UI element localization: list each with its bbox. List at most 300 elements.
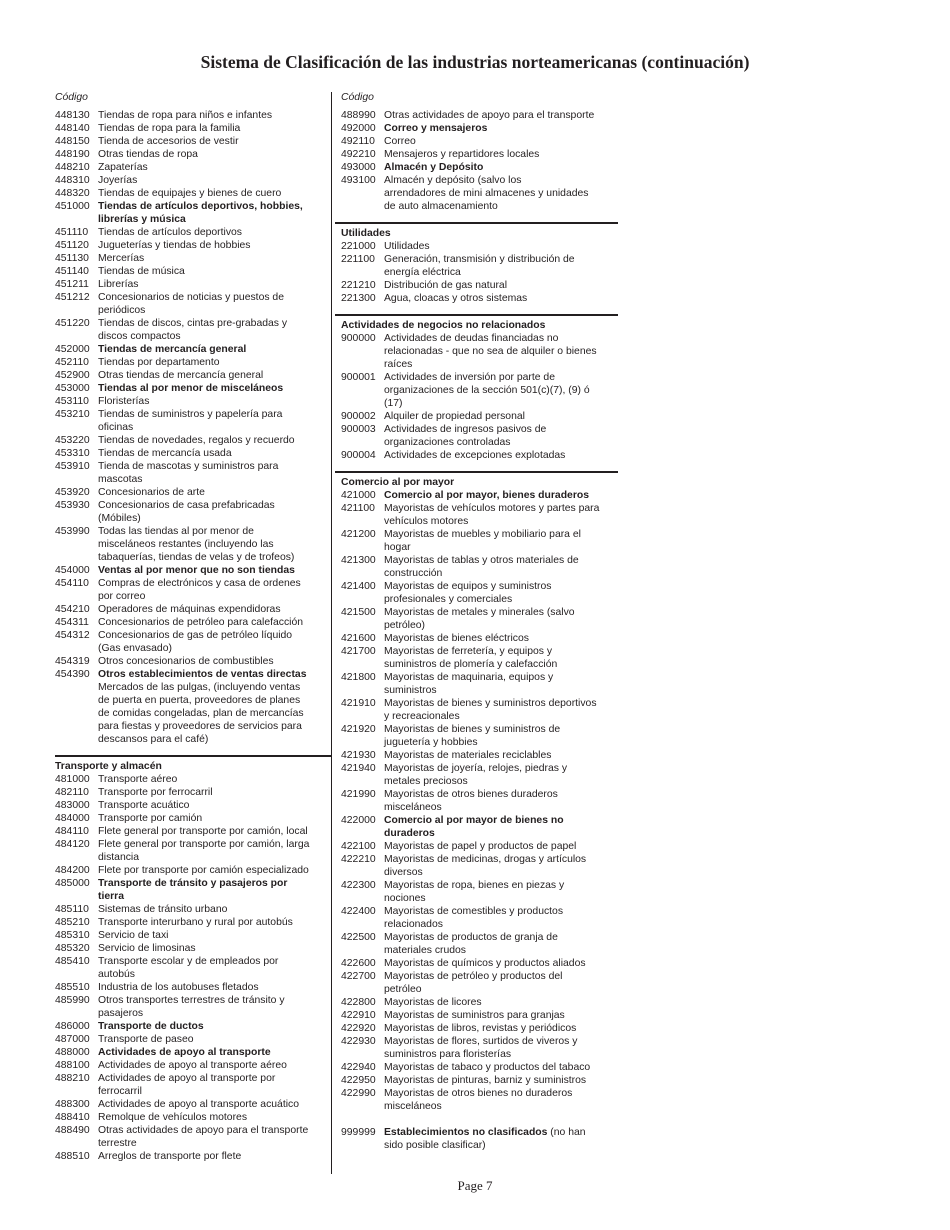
code-entry xyxy=(55,265,331,278)
industry-code: 421990 xyxy=(341,789,376,800)
code-entry xyxy=(341,762,618,788)
code-entry xyxy=(55,447,331,460)
industry-description xyxy=(384,253,618,279)
industry-code: 492110 xyxy=(341,136,375,147)
industry-code: 488490 xyxy=(55,1125,90,1136)
description-text: Mayoristas de flores, surtidos de viveros y suministros para floristerías xyxy=(384,1036,578,1060)
description-text: Mayoristas de pinturas, barniz y suministros xyxy=(384,1075,587,1086)
description-text: Mayoristas de vehículos motores y partes para vehículos motores xyxy=(384,503,600,527)
description-text: Tiendas de equipajes y bienes de cuero xyxy=(98,188,282,199)
code-entry xyxy=(55,200,331,226)
industry-code: 485510 xyxy=(55,982,90,993)
industry-code: 488000 xyxy=(55,1047,90,1058)
description-text: Mayoristas de materiales reciclables xyxy=(384,750,552,761)
description-text: Mayoristas de ropa, bienes en piezas y nociones xyxy=(384,880,565,904)
industry-description xyxy=(98,395,331,408)
section-heading: Comercio al por mayor xyxy=(341,477,455,488)
description-text: Mayoristas de joyería, relojes, piedras y metales preciosos xyxy=(384,763,568,787)
description-text: Comercio al por mayor, bienes duraderos xyxy=(384,490,589,501)
industry-description xyxy=(98,161,331,174)
right-column xyxy=(341,91,618,1152)
code-entry xyxy=(55,356,331,369)
industry-code: 493100 xyxy=(341,175,376,186)
code-entry xyxy=(55,1046,331,1059)
code-entry xyxy=(55,148,331,161)
industry-code: 221000 xyxy=(341,241,376,252)
description-text: Sistemas de tránsito urbano xyxy=(98,904,228,915)
code-entry xyxy=(341,905,618,931)
description-text: Transporte por ferrocarril xyxy=(98,787,213,798)
description-text: Concesionarios de noticias y puestos de periódicos xyxy=(98,292,284,316)
code-entry xyxy=(55,981,331,994)
code-entry xyxy=(55,929,331,942)
industry-code: 454110 xyxy=(55,578,89,589)
industry-code: 481000 xyxy=(55,774,90,785)
description-text: Actividades de ingresos pasivos de organizaciones controladas xyxy=(384,424,547,448)
code-entry xyxy=(341,502,618,528)
industry-description xyxy=(384,931,618,957)
code-entry xyxy=(55,226,331,239)
industry-code: 448320 xyxy=(55,188,90,199)
code-entry xyxy=(55,994,331,1020)
description-text: Mercerías xyxy=(98,253,145,264)
industry-description xyxy=(384,410,618,423)
industry-description xyxy=(384,449,618,462)
industry-description xyxy=(98,812,331,825)
industry-code: 453930 xyxy=(55,500,90,511)
code-entry xyxy=(341,645,618,671)
industry-description xyxy=(98,1046,331,1059)
industry-code: 453110 xyxy=(55,396,89,407)
code-entry xyxy=(55,135,331,148)
industry-description xyxy=(98,1020,331,1033)
industry-code: 484000 xyxy=(55,813,90,824)
industry-description xyxy=(384,423,618,449)
industry-code: 454312 xyxy=(55,630,90,641)
description-text: Actividades de inversión por parte de organizaciones de la sección 501(c)(7), (9) ó (17) xyxy=(384,372,590,409)
industry-description xyxy=(98,408,331,434)
code-entry xyxy=(55,1124,331,1150)
code-entry xyxy=(341,122,618,135)
description-text: Establecimientos no clasificados xyxy=(384,1127,548,1138)
industry-description xyxy=(98,226,331,239)
description-text: Otras actividades de apoyo para el transporte terrestre xyxy=(98,1125,309,1149)
code-entry xyxy=(341,814,618,840)
description-suffix: (no han sido posible clasificar) xyxy=(384,1127,586,1151)
description-text: Tiendas de artículos deportivos xyxy=(98,227,243,238)
code-entry xyxy=(55,486,331,499)
description-text: Tiendas por departamento xyxy=(98,357,220,368)
code-entry xyxy=(341,423,618,449)
industry-description xyxy=(98,603,331,616)
industry-code: 453910 xyxy=(55,461,90,472)
code-header: Código xyxy=(55,92,88,103)
industry-code: 484110 xyxy=(55,826,89,837)
industry-description xyxy=(384,788,618,814)
industry-code: 900002 xyxy=(341,411,376,422)
description-text: Otros concesionarios de combustibles xyxy=(98,656,274,667)
description-text: Actividades de excepciones explotadas xyxy=(384,450,566,461)
industry-code: 900004 xyxy=(341,450,376,461)
description-text: Ventas al por menor que no son tiendas xyxy=(98,565,295,576)
description-text: Otras actividades de apoyo para el transporte xyxy=(384,110,595,121)
industry-description xyxy=(98,122,331,135)
industry-code: 453220 xyxy=(55,435,90,446)
description-text: Flete general por transporte por camión, local xyxy=(98,826,308,837)
description-text: Mayoristas de bienes eléctricos xyxy=(384,633,529,644)
industry-code: 493000 xyxy=(341,162,376,173)
industry-description xyxy=(384,161,618,174)
industry-code: 454390 xyxy=(55,669,90,680)
industry-description xyxy=(98,135,331,148)
code-entry xyxy=(341,135,618,148)
description-text: Joyerías xyxy=(98,175,138,186)
industry-description xyxy=(98,343,331,356)
code-entry xyxy=(55,1150,331,1163)
industry-code: 422400 xyxy=(341,906,376,917)
industry-code: 454319 xyxy=(55,656,90,667)
industry-code: 453920 xyxy=(55,487,90,498)
description-text: Remolque de vehículos motores xyxy=(98,1112,248,1123)
industry-code: 999999 xyxy=(341,1127,376,1138)
industry-description xyxy=(384,645,618,671)
description-text: Mayoristas de equipos y suministros profesionales y comerciales xyxy=(384,581,552,605)
code-entry xyxy=(341,788,618,814)
industry-code: 488300 xyxy=(55,1099,90,1110)
industry-code: 421920 xyxy=(341,724,376,735)
code-entry xyxy=(341,1087,618,1113)
code-entry xyxy=(55,812,331,825)
industry-description xyxy=(98,434,331,447)
industry-code: 451130 xyxy=(55,253,89,264)
industry-description xyxy=(384,632,618,645)
industry-description xyxy=(98,1150,331,1163)
code-entry xyxy=(341,996,618,1009)
industry-code: 422500 xyxy=(341,932,376,943)
description-text: Tiendas de novedades, regalos y recuerdo xyxy=(98,435,295,446)
description-text: Actividades de apoyo al transporte acuático xyxy=(98,1099,300,1110)
industry-description xyxy=(98,499,331,525)
industry-code: 482110 xyxy=(55,787,89,798)
industry-description xyxy=(384,1087,618,1113)
description-text: Actividades de apoyo al transporte xyxy=(98,1047,271,1058)
code-entry xyxy=(341,970,618,996)
code-entry xyxy=(55,174,331,187)
code-entry xyxy=(341,879,618,905)
description-text: Transporte aéreo xyxy=(98,774,178,785)
description-text: Concesionarios de petróleo para calefacción xyxy=(98,617,304,628)
industry-description xyxy=(98,994,331,1020)
industry-description xyxy=(98,564,331,577)
description-text: Correo xyxy=(384,136,416,147)
industry-code: 488100 xyxy=(55,1060,90,1071)
page-number: Page 7 xyxy=(457,1178,493,1193)
page-title: Sistema de Clasificación de las industrias norteamericanas (continuación) xyxy=(200,52,750,72)
code-entry xyxy=(55,1059,331,1072)
industry-description xyxy=(384,332,618,371)
description-text: Comercio al por mayor de bienes no duraderos xyxy=(384,815,564,839)
code-entry xyxy=(341,371,618,410)
code-entry xyxy=(341,957,618,970)
description-text: Mayoristas de medicinas, drogas y artículos diversos xyxy=(384,854,587,878)
description-note: Mercados de las pulgas, (incluyendo ventas de puerta en puerta, proveedores de planes de comidas congeladas, plan de mercancías para fiestas y proveedores de servicios para descansos para el café) xyxy=(98,682,304,745)
industry-code: 488510 xyxy=(55,1151,90,1162)
industry-code: 485990 xyxy=(55,995,90,1006)
description-text: Alquiler de propiedad personal xyxy=(384,411,525,422)
industry-code: 422100 xyxy=(341,841,376,852)
industry-code: 422940 xyxy=(341,1062,376,1073)
code-entry xyxy=(55,525,331,564)
industry-code: 422930 xyxy=(341,1036,376,1047)
code-entry xyxy=(55,278,331,291)
description-text: Otras tiendas de ropa xyxy=(98,149,198,160)
industry-code: 421600 xyxy=(341,633,376,644)
code-entry xyxy=(341,253,618,279)
description-text: Almacén y depósito (salvo los arrendadores de mini almacenes y unidades de auto almacenamiento xyxy=(384,175,589,212)
industry-code: 483000 xyxy=(55,800,90,811)
description-text: Mayoristas de tablas y otros materiales de construcción xyxy=(384,555,579,579)
description-text: Mayoristas de otros bienes duraderos misceláneos xyxy=(384,789,558,813)
industry-code: 421000 xyxy=(341,490,376,501)
description-text: Mayoristas de suministros para granjas xyxy=(384,1010,565,1021)
industry-description xyxy=(98,239,331,252)
description-text: Actividades de apoyo al transporte aéreo xyxy=(98,1060,287,1071)
description-text: Actividades de apoyo al transporte por ferrocarril xyxy=(98,1073,276,1097)
code-entry xyxy=(341,174,618,213)
section-block xyxy=(341,471,618,1152)
code-header: Código xyxy=(341,92,374,103)
code-entry xyxy=(55,499,331,525)
industry-description xyxy=(384,135,618,148)
industry-description xyxy=(98,838,331,864)
industry-code: 422990 xyxy=(341,1088,376,1099)
industry-code: 451220 xyxy=(55,318,90,329)
industry-description xyxy=(384,814,618,840)
industry-code: 422700 xyxy=(341,971,376,982)
industry-description xyxy=(384,671,618,697)
code-entry xyxy=(55,1020,331,1033)
industry-code: 421940 xyxy=(341,763,376,774)
code-entry xyxy=(55,773,331,786)
industry-description xyxy=(98,356,331,369)
code-entry xyxy=(341,749,618,762)
industry-description xyxy=(98,1033,331,1046)
description-text: Concesionarios de casa prefabricadas (Móbiles) xyxy=(98,500,275,524)
description-text: Mensajeros y repartidores locales xyxy=(384,149,540,160)
code-entry xyxy=(55,434,331,447)
code-entry xyxy=(55,122,331,135)
code-entry xyxy=(341,632,618,645)
description-text: Servicio de taxi xyxy=(98,930,169,941)
industry-description xyxy=(98,786,331,799)
description-text: Almacén y Depósito xyxy=(384,162,484,173)
description-text: Tiendas de ropa para la familia xyxy=(98,123,241,134)
industry-description xyxy=(98,187,331,200)
industry-description xyxy=(98,291,331,317)
industry-description xyxy=(98,981,331,994)
description-text: Otras tiendas de mercancía general xyxy=(98,370,264,381)
industry-code: 422000 xyxy=(341,815,376,826)
industry-code: 486000 xyxy=(55,1021,90,1032)
industry-description xyxy=(384,749,618,762)
industry-description xyxy=(98,942,331,955)
code-entry xyxy=(55,382,331,395)
industry-code: 487000 xyxy=(55,1034,90,1045)
industry-code: 421100 xyxy=(341,503,375,514)
industry-description xyxy=(98,1098,331,1111)
code-entry xyxy=(341,931,618,957)
industry-description xyxy=(384,528,618,554)
industry-code: 454210 xyxy=(55,604,90,615)
description-text: Actividades de deudas financiadas no relacionadas - que no sea de alquiler o bienes raíces xyxy=(384,333,597,370)
industry-code: 451212 xyxy=(55,292,90,303)
description-text: Distribución de gas natural xyxy=(384,280,508,291)
industry-description xyxy=(384,554,618,580)
code-entry xyxy=(55,317,331,343)
industry-code: 492210 xyxy=(341,149,376,160)
industry-code: 421500 xyxy=(341,607,376,618)
code-entry xyxy=(341,1126,618,1152)
left-column xyxy=(55,91,331,1163)
code-entry xyxy=(55,616,331,629)
industry-code: 451120 xyxy=(55,240,89,251)
section-divider xyxy=(335,314,618,316)
description-text: Tiendas al por menor de misceláneos xyxy=(98,383,284,394)
industry-description xyxy=(384,1074,618,1087)
industry-description xyxy=(384,148,618,161)
description-text: Transporte escolar y de empleados por autobús xyxy=(98,956,279,980)
code-entry xyxy=(55,786,331,799)
code-entry xyxy=(55,1111,331,1124)
description-text: Compras de electrónicos y casa de ordenes por correo xyxy=(98,578,301,602)
description-text: Mayoristas de productos de granja de materiales crudos xyxy=(384,932,558,956)
description-text: Otros transportes terrestres de tránsito y pasajeros xyxy=(98,995,285,1019)
section-heading: Actividades de negocios no relacionados xyxy=(341,320,546,331)
code-entry xyxy=(341,410,618,423)
description-text: Zapaterías xyxy=(98,162,148,173)
industry-description xyxy=(384,174,618,213)
industry-description xyxy=(98,148,331,161)
industry-code: 452110 xyxy=(55,357,89,368)
section-heading: Utilidades xyxy=(341,228,391,239)
code-entry xyxy=(341,1022,618,1035)
industry-code: 900000 xyxy=(341,333,376,344)
industry-description xyxy=(384,122,618,135)
industry-code: 454311 xyxy=(55,617,89,628)
code-entry xyxy=(341,449,618,462)
code-entry xyxy=(55,838,331,864)
description-text: Mayoristas de papel y productos de papel xyxy=(384,841,577,852)
industry-description xyxy=(98,668,331,681)
industry-description xyxy=(98,369,331,382)
description-text: Servicio de limosinas xyxy=(98,943,196,954)
spacer xyxy=(341,1113,618,1126)
code-entry xyxy=(55,629,331,655)
industry-description xyxy=(98,616,331,629)
code-entry xyxy=(341,148,618,161)
industry-description xyxy=(384,905,618,931)
industry-code: 492000 xyxy=(341,123,376,134)
code-entry xyxy=(341,853,618,879)
industry-description xyxy=(98,252,331,265)
code-entry xyxy=(55,408,331,434)
industry-code: 422600 xyxy=(341,958,376,969)
industry-description xyxy=(384,1126,618,1152)
industry-code: 422210 xyxy=(341,854,376,865)
industry-code: 422950 xyxy=(341,1075,376,1086)
industry-code: 448310 xyxy=(55,175,90,186)
code-entry xyxy=(55,1098,331,1111)
section-block xyxy=(55,109,331,746)
industry-description xyxy=(384,489,618,502)
section-block xyxy=(341,314,618,462)
industry-description xyxy=(98,1124,331,1150)
description-text: Tiendas de artículos deportivos, hobbies, librerías y música xyxy=(98,201,303,225)
industry-code: 221210 xyxy=(341,280,376,291)
code-entry xyxy=(341,279,618,292)
industry-description xyxy=(98,655,331,668)
description-text: Concesionarios de gas de petróleo líquido (Gas envasado) xyxy=(98,630,293,654)
code-entry xyxy=(55,1072,331,1098)
industry-description xyxy=(384,697,618,723)
industry-code: 421400 xyxy=(341,581,376,592)
description-text: Mayoristas de libros, revistas y periódicos xyxy=(384,1023,577,1034)
industry-description xyxy=(98,825,331,838)
industry-description xyxy=(98,773,331,786)
industry-code: 448150 xyxy=(55,136,90,147)
code-entry xyxy=(341,292,618,305)
industry-code: 485320 xyxy=(55,943,90,954)
description-text: Tiendas de mercancía usada xyxy=(98,448,232,459)
description-text: Flete general por transporte por camión, larga distancia xyxy=(98,839,310,863)
industry-code: 485110 xyxy=(55,904,89,915)
industry-description xyxy=(384,853,618,879)
industry-description xyxy=(384,1022,618,1035)
description-text: Tiendas de suministros y papelería para oficinas xyxy=(98,409,283,433)
code-entry xyxy=(341,1074,618,1087)
industry-code: 421800 xyxy=(341,672,376,683)
industry-code: 453990 xyxy=(55,526,90,537)
industry-description xyxy=(98,877,331,903)
description-text: Floristerías xyxy=(98,396,150,407)
industry-code: 488410 xyxy=(55,1112,90,1123)
industry-code: 452900 xyxy=(55,370,90,381)
industry-code: 221100 xyxy=(341,254,375,265)
industry-description xyxy=(384,723,618,749)
industry-description xyxy=(384,240,618,253)
industry-code: 451110 xyxy=(55,227,89,238)
description-text: Tiendas de música xyxy=(98,266,185,277)
industry-code: 485000 xyxy=(55,878,90,889)
code-entry xyxy=(55,564,331,577)
industry-code: 900001 xyxy=(341,372,376,383)
industry-description xyxy=(98,317,331,343)
description-text: Arreglos de transporte por flete xyxy=(98,1151,242,1162)
industry-description xyxy=(98,864,331,877)
code-entry xyxy=(55,877,331,903)
industry-description xyxy=(98,1111,331,1124)
description-text: Transporte de ductos xyxy=(98,1021,204,1032)
description-text: Transporte acuático xyxy=(98,800,190,811)
industry-description xyxy=(98,525,331,564)
description-text: Tiendas de discos, cintas pre-grabadas y discos compactos xyxy=(98,318,288,342)
industry-code: 488210 xyxy=(55,1073,90,1084)
industry-description xyxy=(384,279,618,292)
code-entry xyxy=(55,577,331,603)
code-entry xyxy=(341,528,618,554)
industry-description xyxy=(98,200,331,226)
section-block xyxy=(55,755,331,1163)
